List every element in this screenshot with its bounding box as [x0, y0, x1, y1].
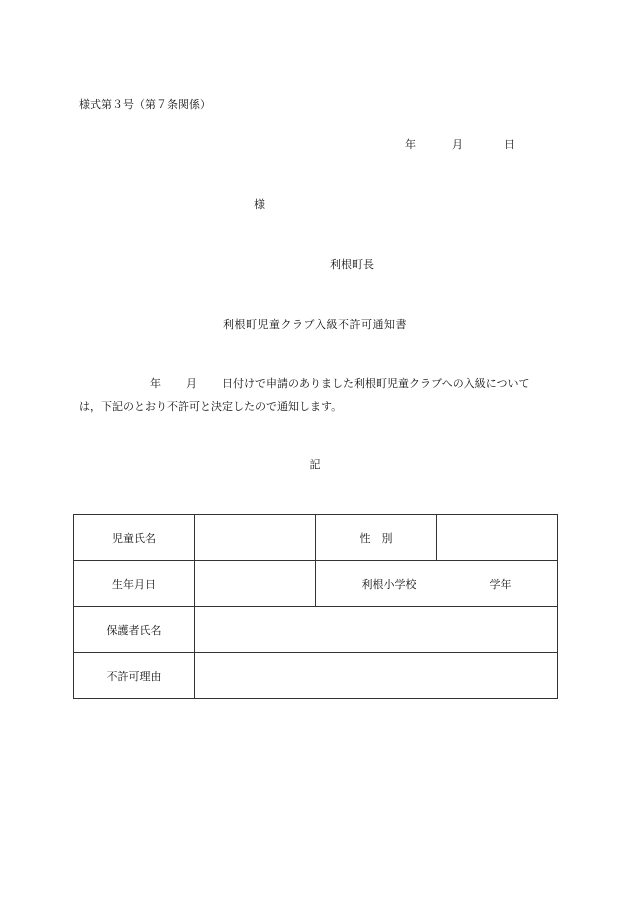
reason-label: 不許可理由 [74, 653, 195, 699]
date-year: 年 [405, 138, 416, 151]
guardian-label: 保護者氏名 [74, 607, 195, 653]
document-title: 利根町児童クラブ入級不許可通知書 [223, 318, 407, 331]
table-row [74, 653, 558, 699]
addressee-suffix: 様 [254, 198, 265, 211]
birthdate-label: 生年月日 [74, 561, 195, 607]
body-line1-rest: 日付けで申請のありました利根町児童クラブへの入級について [222, 377, 530, 390]
table-row [74, 515, 558, 561]
table-row [74, 561, 558, 607]
grade-label: 学年 [489, 577, 512, 591]
date-month: 月 [452, 138, 463, 151]
body-line-1 [150, 378, 530, 389]
gender-label: 性 別 [316, 515, 437, 561]
form-number: 様式第３号（第７条関係） [79, 98, 211, 111]
ki-heading: 記 [309, 458, 321, 471]
date-line [405, 139, 515, 150]
issuer: 利根町長 [330, 258, 374, 271]
birthdate-value[interactable] [195, 561, 316, 607]
info-table [73, 514, 558, 699]
gender-value[interactable] [437, 515, 558, 561]
school-grade-cell[interactable] [316, 561, 558, 607]
body-line-2: は，下記のとおり不許可と決定したので通知します。 [79, 400, 343, 413]
school-label: 利根小学校 [361, 577, 417, 591]
body-month: 月 [186, 377, 197, 390]
guardian-value[interactable] [195, 607, 558, 653]
child-name-value[interactable] [195, 515, 316, 561]
table-row [74, 607, 558, 653]
date-day: 日 [504, 138, 515, 151]
child-name-label: 児童氏名 [74, 515, 195, 561]
reason-value[interactable] [195, 653, 558, 699]
body-year: 年 [150, 377, 161, 390]
